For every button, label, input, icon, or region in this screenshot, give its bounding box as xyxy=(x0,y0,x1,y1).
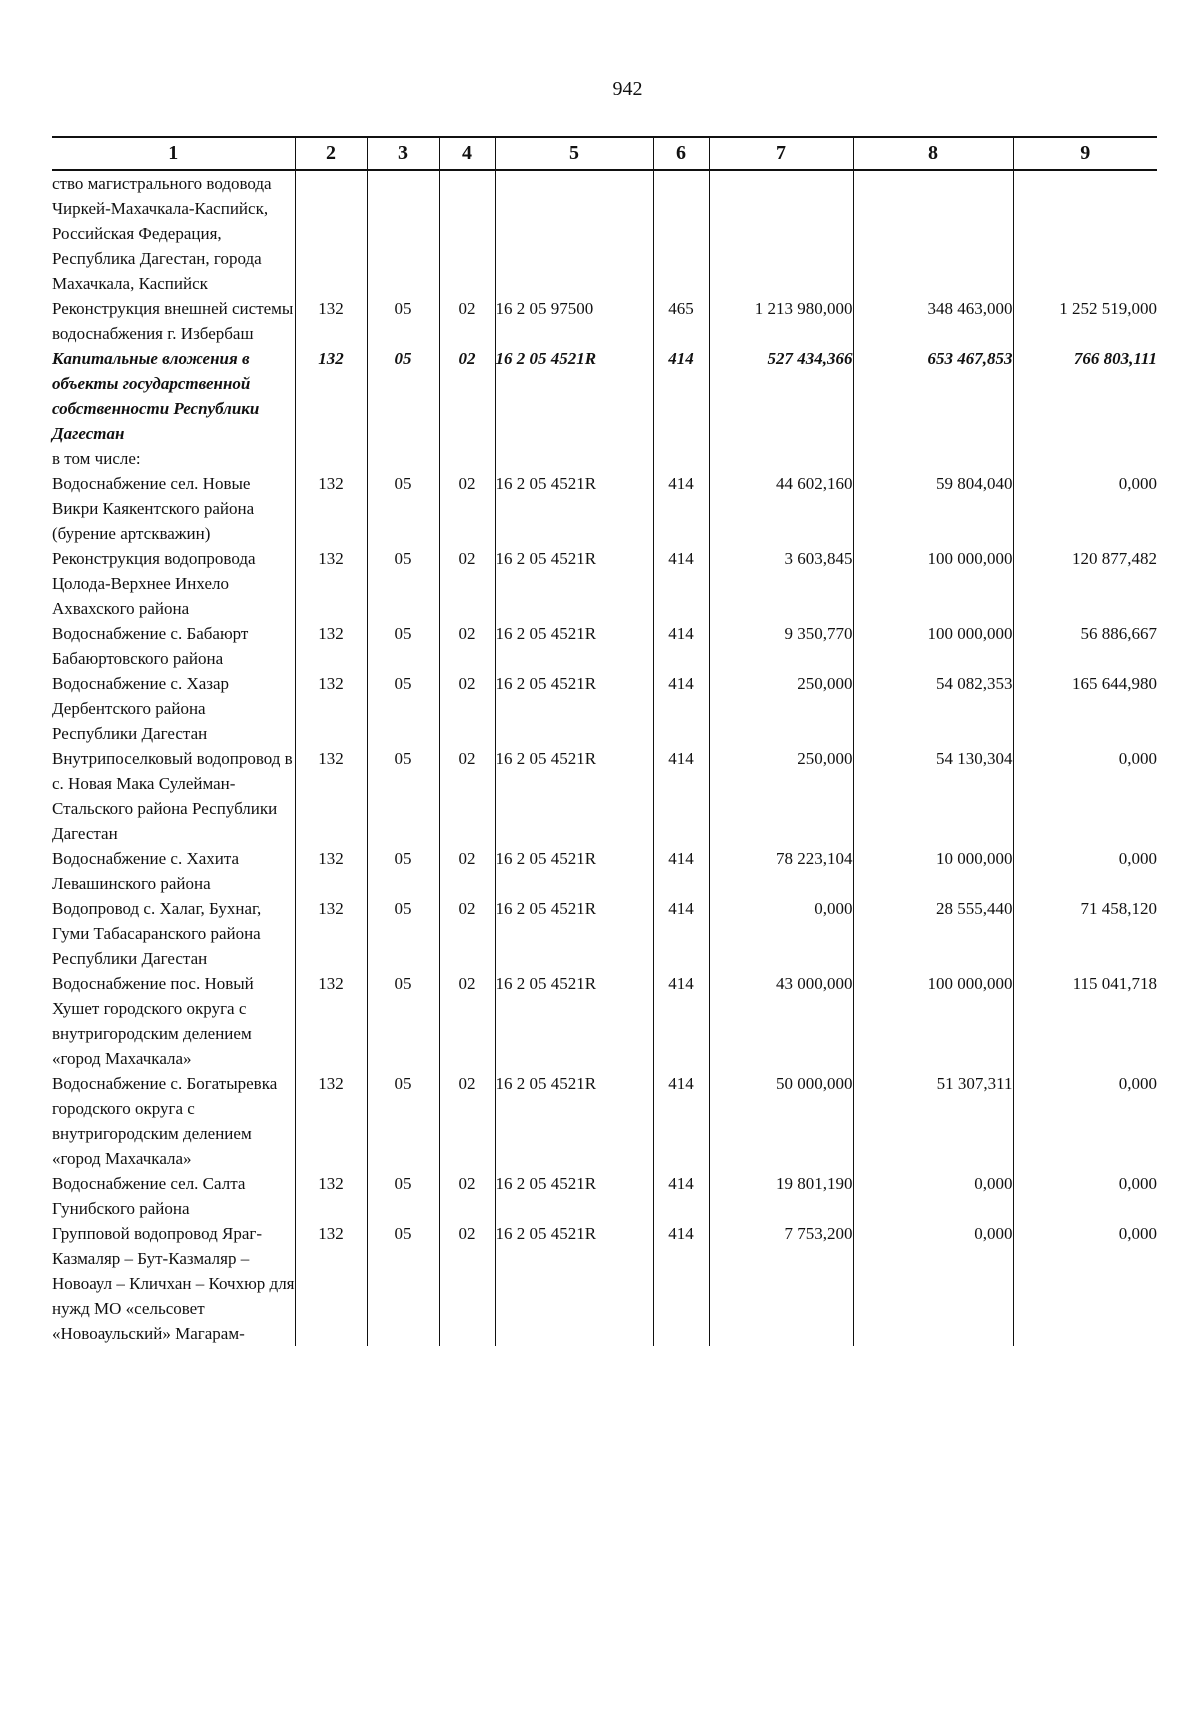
table-row xyxy=(52,621,1157,671)
cell-col6: 414 xyxy=(653,346,709,446)
cell-col4: 02 xyxy=(439,471,495,546)
col-header: 8 xyxy=(853,137,1013,170)
cell-col8 xyxy=(853,170,1013,296)
table-row xyxy=(52,170,1157,296)
table-row-total xyxy=(52,346,1157,446)
row-name: Водоснабжение пос. Новый Хушет городского округа с внутригородским делением «город Махачкала» xyxy=(52,974,254,1068)
cell-col2: 132 xyxy=(295,546,367,621)
cell-col6 xyxy=(653,170,709,296)
row-name: Водопровод с. Халаг, Бухнаг, Гуми Табасаранского района Республики Дагестан xyxy=(52,899,262,968)
cell-col7: 250,000 xyxy=(709,746,853,846)
cell-col4: 02 xyxy=(439,1071,495,1171)
row-name: Водоснабжение сел. Салта Гунибского района xyxy=(52,1174,246,1218)
row-name: Водоснабжение с. Богатыревка городского округа с внутригородским делением «город Махачкала» xyxy=(52,1074,278,1168)
cell-col6: 414 xyxy=(653,546,709,621)
cell-col8: 10 000,000 xyxy=(853,846,1013,896)
cell-col4: 02 xyxy=(439,971,495,1071)
cell-col9 xyxy=(1013,446,1157,471)
cell-col9: 71 458,120 xyxy=(1013,896,1157,971)
cell-col8: 59 804,040 xyxy=(853,471,1013,546)
cell-col6: 414 xyxy=(653,471,709,546)
budget-table xyxy=(52,136,1157,1346)
cell-col3: 05 xyxy=(367,346,439,446)
cell-col2: 132 xyxy=(295,896,367,971)
cell-col6: 414 xyxy=(653,896,709,971)
row-name: Реконструкция внешней системы водоснабжения г. Избербаш xyxy=(52,299,294,343)
row-name: в том числе: xyxy=(52,449,141,468)
cell-col2: 132 xyxy=(295,1171,367,1221)
col-header: 6 xyxy=(653,137,709,170)
cell-col8: 100 000,000 xyxy=(853,971,1013,1071)
cell-col7: 7 753,200 xyxy=(709,1221,853,1346)
cell-col2: 132 xyxy=(295,1071,367,1171)
table-row xyxy=(52,471,1157,546)
table-row xyxy=(52,1071,1157,1171)
cell-col9: 0,000 xyxy=(1013,471,1157,546)
cell-col6: 414 xyxy=(653,971,709,1071)
cell-col2: 132 xyxy=(295,846,367,896)
cell-col8: 54 130,304 xyxy=(853,746,1013,846)
cell-col2: 132 xyxy=(295,1221,367,1346)
cell-col8: 100 000,000 xyxy=(853,546,1013,621)
cell-col5: 16 2 05 4521R xyxy=(495,621,653,671)
table-row xyxy=(52,546,1157,621)
table-row xyxy=(52,296,1157,346)
cell-col7: 527 434,366 xyxy=(709,346,853,446)
cell-col8: 653 467,853 xyxy=(853,346,1013,446)
cell-col8 xyxy=(853,446,1013,471)
col-header: 5 xyxy=(495,137,653,170)
cell-col5: 16 2 05 4521R xyxy=(495,1071,653,1171)
cell-col9: 165 644,980 xyxy=(1013,671,1157,746)
col-header: 3 xyxy=(367,137,439,170)
table-row xyxy=(52,896,1157,971)
col-header: 1 xyxy=(52,137,295,170)
cell-col2: 132 xyxy=(295,346,367,446)
col-header: 9 xyxy=(1013,137,1157,170)
cell-col2 xyxy=(295,170,367,296)
cell-col2: 132 xyxy=(295,296,367,346)
cell-col5: 16 2 05 4521R xyxy=(495,1221,653,1346)
cell-col9: 120 877,482 xyxy=(1013,546,1157,621)
row-name: Внутрипоселковый водопровод в с. Новая Мака Сулейман-Стальского района Республики Дагестан xyxy=(52,749,293,843)
cell-col5: 16 2 05 4521R xyxy=(495,896,653,971)
cell-col7 xyxy=(709,446,853,471)
row-name: Водоснабжение с. Хахита Левашинского района xyxy=(52,849,240,893)
cell-col3: 05 xyxy=(367,746,439,846)
table-row xyxy=(52,971,1157,1071)
table-row xyxy=(52,1221,1157,1346)
cell-col6: 414 xyxy=(653,1071,709,1171)
cell-col4: 02 xyxy=(439,671,495,746)
cell-col3: 05 xyxy=(367,1171,439,1221)
cell-col6: 414 xyxy=(653,621,709,671)
cell-col5: 16 2 05 4521R xyxy=(495,346,653,446)
cell-col3: 05 xyxy=(367,846,439,896)
cell-col7 xyxy=(709,170,853,296)
row-name: Водоснабжение с. Хазар Дербентского района Республики Дагестан xyxy=(52,674,230,743)
cell-col9: 0,000 xyxy=(1013,1071,1157,1171)
cell-col2: 132 xyxy=(295,671,367,746)
cell-col4: 02 xyxy=(439,546,495,621)
cell-col9: 766 803,111 xyxy=(1013,346,1157,446)
cell-col7: 19 801,190 xyxy=(709,1171,853,1221)
cell-col5 xyxy=(495,170,653,296)
cell-col5: 16 2 05 4521R xyxy=(495,746,653,846)
cell-col9: 0,000 xyxy=(1013,746,1157,846)
col-header: 4 xyxy=(439,137,495,170)
cell-col6: 414 xyxy=(653,671,709,746)
cell-col4: 02 xyxy=(439,1221,495,1346)
row-name: Водоснабжение с. Бабаюрт Бабаюртовского района xyxy=(52,624,249,668)
cell-col5: 16 2 05 4521R xyxy=(495,971,653,1071)
cell-col8: 0,000 xyxy=(853,1171,1013,1221)
cell-col9: 115 041,718 xyxy=(1013,971,1157,1071)
cell-col4: 02 xyxy=(439,746,495,846)
cell-col8: 100 000,000 xyxy=(853,621,1013,671)
cell-col6: 414 xyxy=(653,1221,709,1346)
row-name: Капитальные вложения в объекты государственной собственности Республики Дагестан xyxy=(52,349,260,443)
cell-col8: 54 082,353 xyxy=(853,671,1013,746)
table-row xyxy=(52,846,1157,896)
cell-col6: 414 xyxy=(653,1171,709,1221)
cell-col5: 16 2 05 4521R xyxy=(495,471,653,546)
row-name: Водоснабжение сел. Новые Викри Каякентского района (бурение артскважин) xyxy=(52,474,255,543)
cell-col3: 05 xyxy=(367,896,439,971)
cell-col2: 132 xyxy=(295,971,367,1071)
cell-col4 xyxy=(439,446,495,471)
table-row xyxy=(52,1171,1157,1221)
cell-col5: 16 2 05 97500 xyxy=(495,296,653,346)
cell-col3: 05 xyxy=(367,1221,439,1346)
cell-col9: 1 252 519,000 xyxy=(1013,296,1157,346)
cell-col5: 16 2 05 4521R xyxy=(495,546,653,621)
cell-col2 xyxy=(295,446,367,471)
cell-col9: 0,000 xyxy=(1013,846,1157,896)
cell-col7: 1 213 980,000 xyxy=(709,296,853,346)
col-header: 7 xyxy=(709,137,853,170)
cell-col5: 16 2 05 4521R xyxy=(495,1171,653,1221)
cell-col9 xyxy=(1013,170,1157,296)
cell-col4 xyxy=(439,170,495,296)
cell-col7: 0,000 xyxy=(709,896,853,971)
cell-col4: 02 xyxy=(439,1171,495,1221)
table-row xyxy=(52,671,1157,746)
cell-col5: 16 2 05 4521R xyxy=(495,671,653,746)
cell-col7: 50 000,000 xyxy=(709,1071,853,1171)
cell-col4: 02 xyxy=(439,896,495,971)
cell-col4: 02 xyxy=(439,621,495,671)
cell-col8: 0,000 xyxy=(853,1221,1013,1346)
cell-col4: 02 xyxy=(439,846,495,896)
cell-col3: 05 xyxy=(367,296,439,346)
cell-col4: 02 xyxy=(439,346,495,446)
cell-col9: 0,000 xyxy=(1013,1171,1157,1221)
cell-col7: 250,000 xyxy=(709,671,853,746)
cell-col3: 05 xyxy=(367,1071,439,1171)
page-number: 942 xyxy=(612,78,643,100)
cell-col2: 132 xyxy=(295,746,367,846)
cell-col9: 0,000 xyxy=(1013,1221,1157,1346)
cell-col8: 51 307,311 xyxy=(853,1071,1013,1171)
col-header: 2 xyxy=(295,137,367,170)
cell-col3 xyxy=(367,170,439,296)
cell-col7: 78 223,104 xyxy=(709,846,853,896)
cell-col6: 414 xyxy=(653,746,709,846)
cell-col7: 3 603,845 xyxy=(709,546,853,621)
cell-col5 xyxy=(495,446,653,471)
cell-col3: 05 xyxy=(367,471,439,546)
row-name: ство магистрального водовода Чиркей-Махачкала-Каспийск, Российская Федерация, Республика Дагестан, города Махачкала, Каспийск xyxy=(52,174,272,293)
cell-col4: 02 xyxy=(439,296,495,346)
cell-col7: 44 602,160 xyxy=(709,471,853,546)
cell-col8: 28 555,440 xyxy=(853,896,1013,971)
cell-col3 xyxy=(367,446,439,471)
cell-col9: 56 886,667 xyxy=(1013,621,1157,671)
cell-col2: 132 xyxy=(295,471,367,546)
cell-col3: 05 xyxy=(367,621,439,671)
cell-col6: 465 xyxy=(653,296,709,346)
cell-col5: 16 2 05 4521R xyxy=(495,846,653,896)
cell-col6 xyxy=(653,446,709,471)
header-row xyxy=(52,137,1157,170)
table-row xyxy=(52,446,1157,471)
cell-col3: 05 xyxy=(367,546,439,621)
cell-col3: 05 xyxy=(367,671,439,746)
cell-col3: 05 xyxy=(367,971,439,1071)
row-name: Реконструкция водопровода Цолода-Верхнее Инхело Ахвахского района xyxy=(52,549,256,618)
row-name: Групповой водопровод Яраг-Казмаляр – Бут-Казмаляр – Новоаул – Кличхан – Кочхюр для нужд МО «сельсовет «Новоаульский» Магарам- xyxy=(52,1224,295,1343)
cell-col7: 9 350,770 xyxy=(709,621,853,671)
cell-col7: 43 000,000 xyxy=(709,971,853,1071)
cell-col2: 132 xyxy=(295,621,367,671)
table-row xyxy=(52,746,1157,846)
cell-col8: 348 463,000 xyxy=(853,296,1013,346)
cell-col6: 414 xyxy=(653,846,709,896)
